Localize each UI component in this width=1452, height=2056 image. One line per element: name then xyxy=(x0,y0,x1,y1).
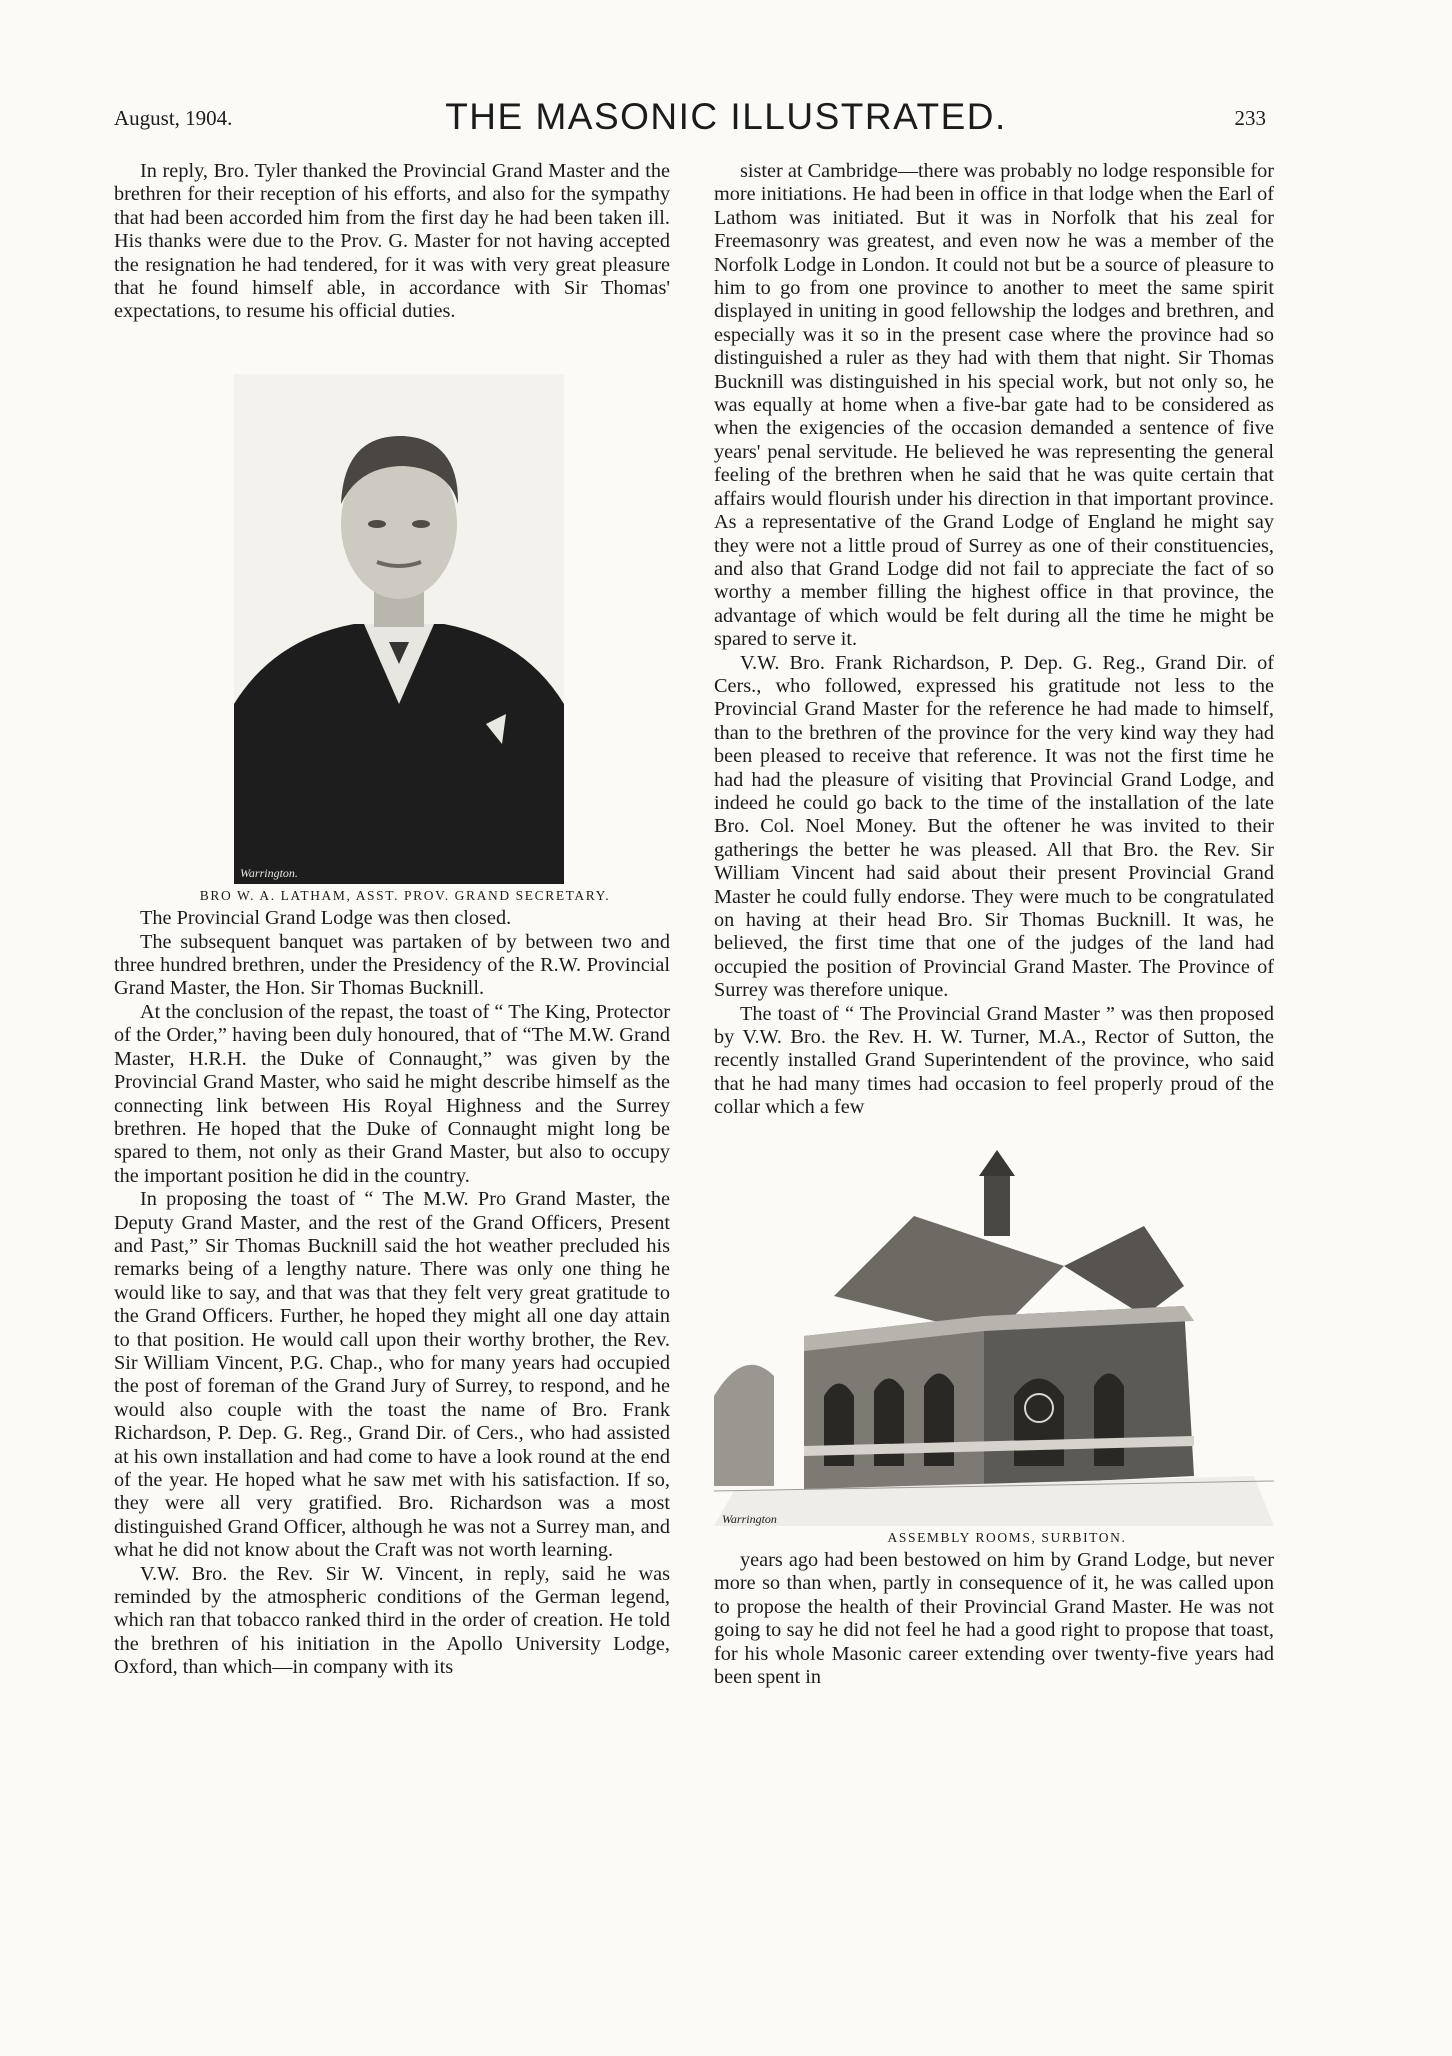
paragraph: In reply, Bro. Tyler thanked the Provincial Grand Master and the brethren for their reception of his efforts, and also for the sympathy that had been accorded him from the first day he had been taken ill. His thanks were due to the Prov. G. Master for not having accepted the resignation he had tendered, for it was with very great pleasure that he found himself able, in accordance with Sir Thomas' expectations, to resume his official duties. xyxy=(114,160,670,323)
paragraph: At the conclusion of the repast, the toast of “ The King, Protector of the Order,” having been duly honoured, that of “The M.W. Grand Master, H.R.H. the Duke of Connaught,” was given by the Provincial Grand Master, who said he might describe himself as the connecting link between His Royal Highness and the Surrey brethren. He hoped that the Duke of Connaught might long be spared to them, not only as their Grand Master, but also to occupy the important position he did in the country. xyxy=(114,1000,670,1187)
paragraph: The Provincial Grand Lodge was then closed. xyxy=(140,907,512,930)
masthead-title: THE MASONIC ILLUSTRATED. xyxy=(445,96,1007,137)
portrait-caption: BRO W. A. LATHAM, ASST. PROV. GRAND SECRETARY. xyxy=(199,887,611,903)
building-illustration xyxy=(714,1146,1274,1526)
paragraph: The toast of “ The Provincial Grand Master ” was then proposed by V.W. Bro. the Rev. H. W. Turner, M.A., Rector of Sutton, the recently installed Grand Superintendent of the province, who said that he had many times had occasion to feel properly proud of the collar which a few xyxy=(714,1002,1274,1119)
paragraph: sister at Cambridge—there was probably no lodge responsible for more initiations. He had been in office in that lodge when the Earl of Lathom was initiated. But it was in Norfolk that his zeal for Freemasonry was greatest, and even now he was a member of the Norfolk Lodge in London. It could not but be a source of pleasure to him to go from one province to another to meet the same spirit displayed in uniting in good fellowship the lodges and brethren, and especially was it so in the present case where the province had so distinguished a ruler as they had with them that night. Sir Thomas Bucknill was distinguished in his special work, but not only so, he was equally at home when a five-bar gate had to be considered as when the exigencies of the occasion demanded a sentence of five years' penal servitude. He believed he was representing the general feeling of the brethren when he said that he was quite certain that affairs would flourish under his direction in that important province. As a representative of the Grand Lodge of England he might say they were not a little proud of Surrey as one of their constituencies, and also that Grand Lodge did not fail to appreciate the fact of so worthy a member filling the highest office in that province, the advantage of which would be felt during all the time he might be spared to serve it. xyxy=(714,160,1274,651)
left-column xyxy=(114,160,670,1680)
page-number: 233 xyxy=(1234,106,1266,130)
paragraph: years ago had been bestowed on him by Grand Lodge, but never more so than when, partly in consequence of it, he was called upon to propose the health of their Provincial Grand Master. He was not going to say he did not feel he had a good right to propose that toast, for his whole Masonic career extending over twenty-five years had been spent in xyxy=(714,1549,1274,1689)
photo-credit: Warrington. xyxy=(240,865,298,880)
building-figure xyxy=(714,1146,1274,1526)
issue-date: August, 1904. xyxy=(114,106,233,130)
paragraph: V.W. Bro. Frank Richardson, P. Dep. G. Reg., Grand Dir. of Cers., who followed, expressed his gratitude not less to the Provincial Grand Master for the reference he had made to himself, than to the brethren of the province for the very kind way they had been pleased to receive that reference. It was not the first time he had had the pleasure of visiting that Provincial Grand Lodge, and indeed he could go back to the time of the installation of the late Bro. Col. Noel Money. But the oftener he was invited to their gatherings the better he was pleased. All that Bro. the Rev. Sir William Vincent had said about their present Provincial Grand Master he could fully endorse. They were much to be congratulated on having at their head Bro. Sir Thomas Bucknill. It was, he believed, the first time that one of the judges of the land had occupied the position of Provincial Grand Master. The Province of Surrey was therefore unique. xyxy=(714,651,1274,1002)
page-header xyxy=(0,96,1452,146)
illustration-credit: Warrington xyxy=(722,1511,777,1526)
portrait-photo xyxy=(234,374,564,884)
portrait-figure xyxy=(234,374,564,884)
right-column xyxy=(714,160,1274,1690)
paragraph: V.W. Bro. the Rev. Sir W. Vincent, in reply, said he was reminded by the atmospheric conditions of the German legend, which ran that tobacco ranked third in the order of creation. He told the brethren of his initiation in the Apollo University Lodge, Oxford, than which—in company with its xyxy=(114,1562,670,1679)
paragraph: The subsequent banquet was partaken of by between two and three hundred brethren, under the Presidency of the R.W. Provincial Grand Master, the Hon. Sir Thomas Bucknill. xyxy=(114,930,670,1000)
building-caption: ASSEMBLY ROOMS, SURBITON. xyxy=(887,1529,1127,1545)
paragraph: In proposing the toast of “ The M.W. Pro Grand Master, the Deputy Grand Master, and the rest of the Grand Officers, Present and Past,” Sir Thomas Bucknill said the hot weather precluded his remarks being of a lengthy nature. There was only one thing he would like to say, and that was that they felt very great gratitude to the Grand Officers. Further, he hoped they might all one day attain to that position. He would call upon their worthy brother, the Rev. Sir William Vincent, P.G. Chap., who for many years had occupied the post of foreman of the Grand Jury of Surrey, to respond, and he would also couple with the toast the name of Bro. Frank Richardson, P. Dep. G. Reg., Grand Dir. of Cers., who had assisted at his own installation and had come to have a look round at the end of the year. He hoped what he saw met with his satisfaction. If so, they were all very gratified. Bro. Richardson was a most distinguished Grand Officer, although he was not a Surrey man, and what he did not know about the Craft was not worth learning. xyxy=(114,1188,670,1562)
